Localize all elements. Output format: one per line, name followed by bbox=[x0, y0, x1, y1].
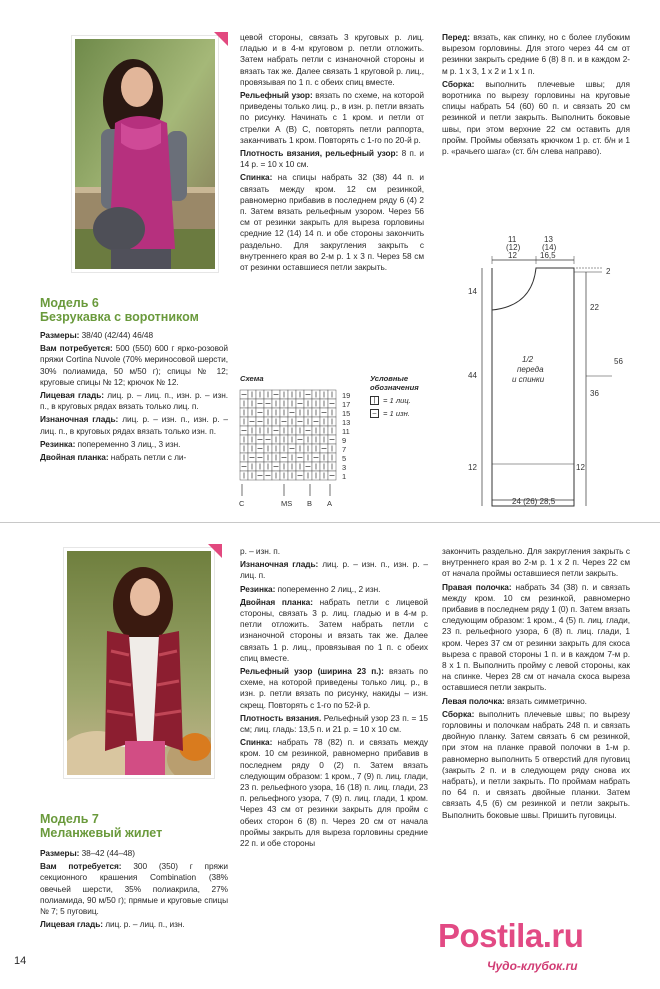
dim-right-2: 2 bbox=[606, 267, 611, 276]
model7-right-front: Правая полочка: набрать 34 (38) п. и связать между кром. 10 см резинкой, равномерно прибавив в последнем ряду 1 (0) п. Затем вязать следующим образом: 1 кром., 4 (5) п. лиц. глади, 23 п. рельефного узора, 6 (8) п. лиц. глади, 1 кром. Через 37 см от резинки закрыть для скоса выреза с правой стороны 1 п. и в каждом 7-м р. 8 х 1 п. Выполнить пройму с левой стороны, как на спинке. Через 28 см от начала скоса выреза оставшиеся петли закрыть. bbox=[442, 581, 631, 693]
chart-row-label: 11 bbox=[342, 427, 350, 436]
model7-title-line1: Модель 7 bbox=[40, 812, 99, 826]
model6-materials: Вам потребуется: 500 (550) 600 г ярко-розовой пряжи Cortina Nuvole (70% мериносовой шерсти, 30% полиамида, 50 м/50 г); спицы № 12; круговые спицы № 12; крючок № 12. bbox=[40, 343, 228, 387]
dim-top-2b: (14) bbox=[542, 243, 557, 252]
dim-bottom: 24 (26) 28,5 bbox=[512, 497, 556, 506]
model7-gauge: Плотность вязания. Рельефный узор 23 п. = 15 см; лиц. гладь: 13,5 п. и 21 р. = 10 х 10 см. bbox=[240, 712, 428, 735]
diagram-label-front: переда bbox=[517, 365, 544, 374]
model7-photo-art bbox=[67, 551, 214, 778]
dim-right-22: 22 bbox=[590, 303, 599, 312]
model7-back: Спинка: набрать 78 (82) п. и связать между кром. 10 см резинкой, равномерно прибавив в последнем ряду 0 (2) п. Затем вязать следующим образом: 1 кром., 7 (9) п. лиц. глади, 23 п. рельефного узора, 16 (18) п. лиц. глади, 23 п. рельефного узора, 7 (9) п. лиц. глади, 1 кром. Через 43 см от резинки закрыть для пройм с обеих сторон 6 (8) п. Через 20 см от начала проймы закрыть для выреза горловины средние 22 п. и обе стороны bbox=[240, 737, 428, 849]
chart-row-label: 3 bbox=[342, 463, 347, 472]
model6-middle-column bbox=[240, 32, 424, 275]
section-divider bbox=[0, 522, 660, 523]
chart-row-label: 13 bbox=[342, 418, 351, 427]
dim-top-2: 13 bbox=[544, 236, 553, 244]
chart-row-label: 1 bbox=[342, 472, 347, 481]
model7-stockinette-cont: р. – изн. п. bbox=[240, 546, 280, 556]
model7-materials: Вам потребуется: 300 (350) г пряжи секционного крашения Combination (38% овечьей шерсти, 35% полиакрила, 27% полиамида, 90 м/50 г); прямые и круговые спицы № 7; 5 пуговиц. bbox=[40, 861, 228, 917]
model6-rib: Резинка: попеременно 3 лиц., 3 изн. bbox=[40, 438, 181, 449]
chart-row-label: 7 bbox=[342, 445, 347, 454]
legend-knit bbox=[370, 396, 440, 405]
model7-assembly: Сборка: выполнить плечевые швы; по вырезу горловины и полочкам набрать 248 п. и связать двойную планку. Затем связать 6 см резинкой, при этом на планке правой полочки в 1-м р. равномерно выполнить 5 отверстий для пуговиц (закрыть 2 п. и в следующем ряду снова их набрать), и петли закрыть. По проймам набрать по 64 п. и связать двойные планки. Затем связать 4,5 (6) см резинкой и петли закрыть. Выполнить боковые швы. Пришить пуговицы. bbox=[442, 708, 630, 820]
model6-pattern-chart bbox=[236, 384, 368, 512]
model7-title-line2: Меланжевый жилет bbox=[40, 826, 163, 840]
watermark-chudo-klubok: Чудо-клубок.ru bbox=[487, 959, 578, 973]
model7-photo-corner bbox=[208, 544, 222, 558]
dim-left-44: 44 bbox=[468, 371, 477, 380]
model7-double-band: Двойная планка: набрать петли с лицевой стороны, связать 3 р. лиц. гладью и в 4-м р. петли отложить. Затем набрать петли с изнаночной стороны и вязать так же. Далее связать 1 р. лиц., провязывая по 1 п. с обеих спиц вместе. bbox=[240, 596, 428, 663]
model6-band-continued: цевой стороны, связать 3 круговых р. лиц. гладью и в 4-м круговом р. петли отложить. Затем набрать петли с изнаночной стороны и вязать так же. Далее связать 1 круговой р. лиц., провязывая по 1 п. с обеих спиц вместе. bbox=[240, 32, 424, 87]
model7-middle-column bbox=[240, 546, 428, 851]
dim-right-56: 56 bbox=[614, 357, 623, 366]
dim-right-36: 36 bbox=[590, 389, 599, 398]
page-number: 14 bbox=[14, 955, 27, 967]
legend-title-1: Условные bbox=[370, 374, 409, 383]
chart-arrow-label: MS bbox=[281, 499, 293, 508]
model6-gauge: Плотность вязания, рельефный узор: 8 п. и 14 р. = 10 х 10 см. bbox=[240, 148, 424, 170]
diagram-label-half: 1/2 bbox=[522, 355, 534, 364]
model7-rib: Резинка: попеременно 2 лиц., 2 изн. bbox=[240, 583, 381, 594]
model6-back: Спинка: на спицы набрать 32 (38) 44 п. и связать между кром. 12 см резинкой, равномерно прибавив в последнем ряду 6 (4) 2 п. Затем вязать рельефным узором. Через 56 см от резинки закрыть для выреза горловины средние 12 (14) 14 п. и обе стороны закончить раздельно. Для закругления закрыть с внутреннего края во 2-м р. 1 х 3 п. Через 58 см от резинки оставшиеся петли закрыть. bbox=[240, 172, 424, 273]
model6-stockinette: Лицевая гладь: лиц. р. – лиц. п., изн. р. – изн. п., в круговых рядах вязать только лиц. п. bbox=[40, 390, 229, 412]
model6-relief-pattern: Рельефный узор: вязать по схеме, на которой приведены только лиц. р., в изн. р. петли вязать по рисунку. Начинать с 1 кром. и петли от стрелки А (В) С, повторять петли раппорта, заканчивать 1 кром. Повторять с 1-го по 20-й р. bbox=[240, 90, 424, 145]
legend-purl bbox=[370, 409, 440, 418]
model6-title bbox=[40, 296, 199, 324]
model6-left-column bbox=[40, 330, 228, 465]
legend-purl-label: = 1 изн. bbox=[383, 409, 410, 418]
purl-symbol-icon: – bbox=[370, 409, 379, 418]
chart-row-label: 15 bbox=[342, 409, 351, 418]
dim-top-1: 11 bbox=[508, 236, 517, 244]
model7-relief-pattern: Рельефный узор (ширина 23 п.): вязать по схеме, на которой приведены только лиц. р., в изн. р. петли вязать по рисунку, накиды – изн. скрещ. Повторять с 1-го по 52-й р. bbox=[240, 666, 428, 710]
model6-photo-art bbox=[75, 39, 218, 272]
chart-row-label: 17 bbox=[342, 400, 351, 409]
model6-legend bbox=[370, 374, 440, 418]
model7-title bbox=[40, 812, 162, 840]
model7-stockinette: Лицевая гладь: лиц. р. – лиц. п., изн. bbox=[40, 919, 185, 930]
chart-arrow-label: A bbox=[327, 499, 333, 508]
chart-arrow-label: B bbox=[307, 499, 313, 508]
legend-title-2: обозначения bbox=[370, 383, 419, 392]
model6-double-band: Двойная планка: набрать петли с ли- bbox=[40, 452, 187, 463]
model6-title-line1: Модель 6 bbox=[40, 296, 99, 310]
model6-front: Перед: вязать, как спинку, но с более глубоким вырезом горловины. Для этого через 44 см от резинки закрыть средние 6 (8) 8 п. и в каждом 2-м р. 1 х 3, 1 х 2 и 1 х 1 п. bbox=[442, 32, 630, 76]
model6-photo bbox=[72, 36, 218, 272]
model6-title-line2: Безрукавка с воротником bbox=[40, 310, 199, 324]
model7-right-column bbox=[442, 546, 630, 823]
diagram-label-back: и спинки bbox=[512, 375, 545, 384]
model6-photo-corner bbox=[214, 32, 228, 46]
dim-top-1b: (12) bbox=[506, 243, 521, 252]
model7-back-cont: закончить раздельно. Для закругления закрыть с внутреннего края во 2-м р. 1 х 2 п. Через 22 см от начала проймы оставшиеся петли закрыть. bbox=[442, 546, 630, 579]
dim-left-12: 12 bbox=[468, 463, 477, 472]
model7-reverse-stockinette: Изнаночная гладь: лиц. р. – изн. п., изн. р. – лиц. п. bbox=[240, 559, 428, 581]
chart-row-label: 19 bbox=[342, 391, 351, 400]
dim-right-12: 12 bbox=[576, 463, 585, 472]
legend-knit-label: = 1 лиц. bbox=[383, 396, 411, 405]
model7-photo bbox=[64, 548, 214, 778]
dim-left-14: 14 bbox=[468, 287, 477, 296]
model6-reverse-stockinette: Изнаночная гладь: лиц. р. – изн. п., изн. р. – лиц. п., в круговых рядах вязать только изн. п. bbox=[40, 414, 228, 436]
model7-sizes: Размеры: 38–42 (44–48) bbox=[40, 848, 135, 858]
model6-schema-title: Схема bbox=[240, 374, 264, 383]
model6-assembly: Сборка: выполнить плечевые швы; для воротника по вырезу горловины на круговые спицы набрать 54 (60) 60 п. и связать 20 см резинкой и петли закрыть. Выполнить боковые швы, при этом верхние 22 см оставить для пройм. Проймы обвязать крючком 1 р. ст. б/н и 1 р. «рачьего шага» (ст. б/н слева направо). bbox=[442, 78, 630, 157]
model7-left-column bbox=[40, 848, 228, 932]
dim-top-1c: 12 bbox=[508, 251, 517, 260]
dim-top-2c: 16,5 bbox=[540, 251, 556, 260]
chart-arrow-label: C bbox=[239, 499, 245, 508]
chart-row-label: 9 bbox=[342, 436, 347, 445]
chart-row-label: 5 bbox=[342, 454, 347, 463]
knit-symbol-icon: | bbox=[370, 396, 379, 405]
watermark-postila: Postila.ru bbox=[438, 917, 584, 954]
model7-left-front: Левая полочка: вязать симметрично. bbox=[442, 695, 587, 706]
model6-right-column bbox=[442, 32, 630, 159]
model6-garment-diagram bbox=[462, 236, 642, 516]
model6-sizes: Размеры: 38/40 (42/44) 46/48 bbox=[40, 330, 154, 340]
